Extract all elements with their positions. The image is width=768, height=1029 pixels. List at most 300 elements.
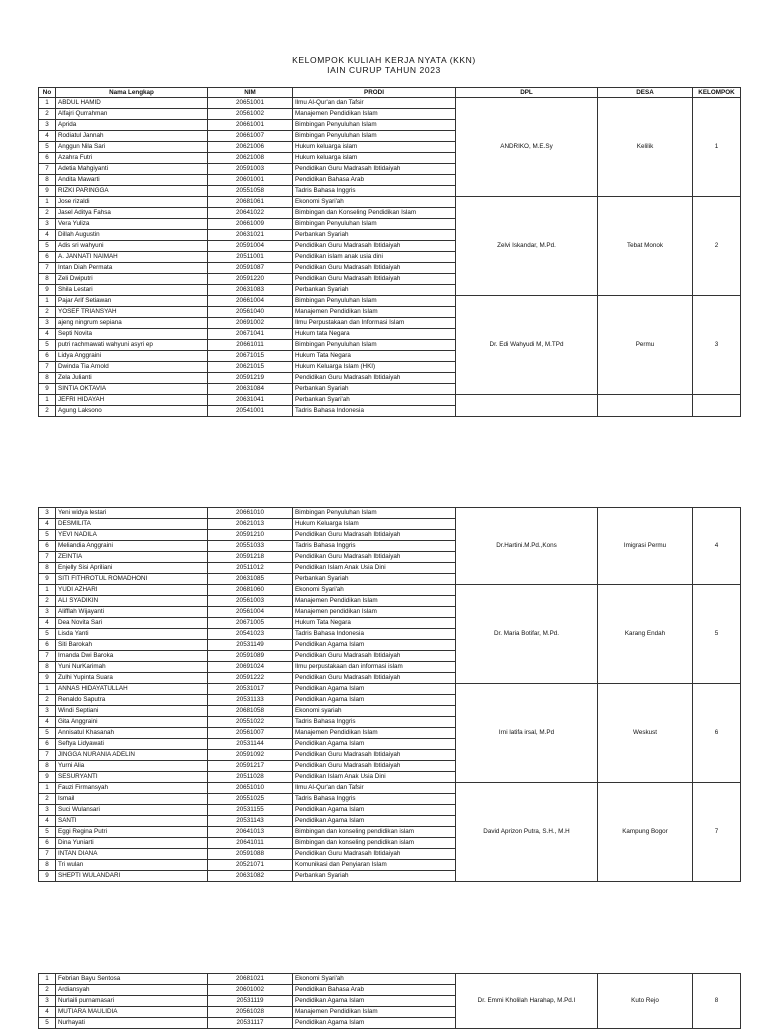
cell-no: 7 bbox=[39, 263, 56, 274]
cell-nim: 20591089 bbox=[208, 651, 293, 662]
cell-name: ALI SYADIKIN bbox=[56, 596, 208, 607]
cell-dpl: Dr. Emmi Kholilah Harahap, M.Pd.I bbox=[456, 974, 598, 1029]
cell-no: 2 bbox=[39, 596, 56, 607]
cell-no: 8 bbox=[39, 662, 56, 673]
cell-name: Lidya Anggraini bbox=[56, 351, 208, 362]
cell-prodi: Perbankan Syariah bbox=[293, 871, 456, 882]
cell-prodi: Pendidikan Guru Madrasah Ibtidaiyah bbox=[293, 164, 456, 175]
cell-no: 4 bbox=[39, 618, 56, 629]
kkn-table-page-1 bbox=[38, 87, 741, 417]
cell-nim: 20511028 bbox=[208, 772, 293, 783]
cell-name: Fauzi Firmansyah bbox=[56, 783, 208, 794]
cell-name: Zeli Dwiputri bbox=[56, 274, 208, 285]
cell-dpl: ANDRIKO, M.E.Sy bbox=[456, 98, 598, 197]
cell-name: Irnanda Dwi Baroka bbox=[56, 651, 208, 662]
cell-no: 1 bbox=[39, 98, 56, 109]
cell-nim: 20681058 bbox=[208, 706, 293, 717]
cell-name: Jasel Aditya Fahsa bbox=[56, 208, 208, 219]
cell-name: Jose rizaldi bbox=[56, 197, 208, 208]
cell-name: Azahra Futri bbox=[56, 153, 208, 164]
cell-prodi: Pendidikan Guru Madrasah Ibtidaiyah bbox=[293, 274, 456, 285]
cell-prodi: Bimbingan Penyuluhan Islam bbox=[293, 296, 456, 307]
cell-prodi: Pendidikan Agama Islam bbox=[293, 996, 456, 1007]
cell-no: 9 bbox=[39, 186, 56, 197]
cell-nim: 20691002 bbox=[208, 318, 293, 329]
cell-name: Annisatul Khasanah bbox=[56, 728, 208, 739]
cell-name: Adis sri wahyuni bbox=[56, 241, 208, 252]
cell-nim: 20591220 bbox=[208, 274, 293, 285]
cell-nim: 20561004 bbox=[208, 607, 293, 618]
header-dpl: DPL bbox=[456, 88, 598, 98]
cell-prodi: Hukum keluarga islam bbox=[293, 142, 456, 153]
cell-prodi: Tadris Bahasa Inggris bbox=[293, 541, 456, 552]
cell-nim: 20641011 bbox=[208, 838, 293, 849]
cell-name: ajeng ningrum sepiana bbox=[56, 318, 208, 329]
cell-name: Seftya Lidyawati bbox=[56, 739, 208, 750]
cell-prodi: Bimbingan dan konseling pendidikan islam bbox=[293, 838, 456, 849]
cell-no: 5 bbox=[39, 728, 56, 739]
cell-name: Shila Lestari bbox=[56, 285, 208, 296]
cell-no: 7 bbox=[39, 651, 56, 662]
cell-nim: 20591218 bbox=[208, 552, 293, 563]
cell-no: 1 bbox=[39, 296, 56, 307]
cell-prodi: Pendidikan Islam Anak Usia Dini bbox=[293, 563, 456, 574]
cell-name: DESMILITA bbox=[56, 519, 208, 530]
cell-no: 3 bbox=[39, 508, 56, 519]
table-row bbox=[39, 974, 741, 985]
cell-desa: Permu bbox=[598, 296, 693, 395]
cell-prodi: Komunikasi dan Penyiaran Islam bbox=[293, 860, 456, 871]
cell-nim: 20561040 bbox=[208, 307, 293, 318]
cell-no: 8 bbox=[39, 175, 56, 186]
cell-no: 2 bbox=[39, 695, 56, 706]
cell-prodi: Tadris Bahasa Indonesia bbox=[293, 406, 456, 417]
cell-prodi: Bimbingan dan konseling pendidikan islam bbox=[293, 827, 456, 838]
cell-no: 2 bbox=[39, 307, 56, 318]
cell-prodi: Manajemen Pendidikan Islam bbox=[293, 307, 456, 318]
cell-no: 3 bbox=[39, 219, 56, 230]
cell-prodi: Pendidikan Agama Islam bbox=[293, 684, 456, 695]
cell-nim: 20511012 bbox=[208, 563, 293, 574]
cell-name: Dwinda Tia Arnold bbox=[56, 362, 208, 373]
header-nim: NIM bbox=[208, 88, 293, 98]
cell-name: YOSEF TRIANSYAH bbox=[56, 307, 208, 318]
cell-name: Tri wulan bbox=[56, 860, 208, 871]
cell-name: Lisda Yanti bbox=[56, 629, 208, 640]
cell-prodi: Pendidikan islam anak usia dini bbox=[293, 252, 456, 263]
cell-nim: 20621006 bbox=[208, 142, 293, 153]
cell-nim: 20681021 bbox=[208, 974, 293, 985]
cell-nim: 20631083 bbox=[208, 285, 293, 296]
cell-no: 4 bbox=[39, 816, 56, 827]
cell-nim: 20621013 bbox=[208, 519, 293, 530]
cell-name: Gita Anggraini bbox=[56, 717, 208, 728]
cell-no: 9 bbox=[39, 285, 56, 296]
cell-name: Intan Diah Permata bbox=[56, 263, 208, 274]
cell-nim: 20541001 bbox=[208, 406, 293, 417]
cell-prodi: Ekonomi Syari'ah bbox=[293, 585, 456, 596]
cell-dpl: Irni latifa irsal, M.Pd bbox=[456, 684, 598, 783]
cell-name: SHEPTI WULANDARI bbox=[56, 871, 208, 882]
cell-prodi: Ekonomi Syari'ah bbox=[293, 197, 456, 208]
cell-nim: 20631084 bbox=[208, 384, 293, 395]
cell-no: 8 bbox=[39, 761, 56, 772]
cell-name: INTAN DIANA bbox=[56, 849, 208, 860]
cell-name: SESURYANTI bbox=[56, 772, 208, 783]
cell-desa: Kampung Bogor bbox=[598, 783, 693, 882]
cell-no: 5 bbox=[39, 340, 56, 351]
table-row bbox=[39, 395, 741, 406]
cell-prodi: Manajemen Pendidikan Islam bbox=[293, 596, 456, 607]
cell-prodi: Tadris Bahasa Indonesia bbox=[293, 629, 456, 640]
cell-name: SITI FITHROTUL ROMADHONI bbox=[56, 574, 208, 585]
cell-nim: 20531144 bbox=[208, 739, 293, 750]
cell-no: 5 bbox=[39, 1018, 56, 1029]
cell-nim: 20591088 bbox=[208, 849, 293, 860]
cell-prodi: Pendidikan Guru Madrasah Ibtidaiyah bbox=[293, 241, 456, 252]
cell-prodi: Perbankan Syariah bbox=[293, 285, 456, 296]
cell-prodi: Pendidikan Guru Madrasah Ibtidaiyah bbox=[293, 750, 456, 761]
cell-name: Dina Yuniarti bbox=[56, 838, 208, 849]
cell-no: 6 bbox=[39, 541, 56, 552]
cell-name: Enjelly Sisi Apriliani bbox=[56, 563, 208, 574]
cell-nim: 20561002 bbox=[208, 109, 293, 120]
cell-nim: 20591222 bbox=[208, 673, 293, 684]
cell-name: Nurhayati bbox=[56, 1018, 208, 1029]
table-row bbox=[39, 585, 741, 596]
cell-prodi: Ilmu Al-Qur'an dan Tafsir bbox=[293, 98, 456, 109]
cell-prodi: Perbankan Syariah bbox=[293, 230, 456, 241]
cell-prodi: Manajemen Pendidikan Islam bbox=[293, 1007, 456, 1018]
cell-name: Yeni widya lestari bbox=[56, 508, 208, 519]
cell-prodi: Pendidikan Agama Islam bbox=[293, 816, 456, 827]
cell-prodi: Hukum Tata Negara bbox=[293, 618, 456, 629]
cell-no: 9 bbox=[39, 673, 56, 684]
cell-prodi: Pendidikan Guru Madrasah Ibtidaiyah bbox=[293, 849, 456, 860]
cell-name: Alifflah Wijayanti bbox=[56, 607, 208, 618]
table-row bbox=[39, 296, 741, 307]
cell-no: 4 bbox=[39, 329, 56, 340]
cell-desa: Imigrasi Permu bbox=[598, 508, 693, 585]
cell-name: ZEINTIA bbox=[56, 552, 208, 563]
cell-prodi: Pendidikan Guru Madrasah Ibtidaiyah bbox=[293, 530, 456, 541]
cell-nim: 20561007 bbox=[208, 728, 293, 739]
header-no: No bbox=[39, 88, 56, 98]
cell-prodi: Bimbingan Penyuluhan Islam bbox=[293, 508, 456, 519]
cell-nim: 20531143 bbox=[208, 816, 293, 827]
cell-no: 1 bbox=[39, 783, 56, 794]
cell-nim: 20661004 bbox=[208, 296, 293, 307]
cell-kelompok: 6 bbox=[693, 684, 741, 783]
cell-name: A. JANNATI NAIMAH bbox=[56, 252, 208, 263]
cell-prodi: Manajemen Pendidikan Islam bbox=[293, 728, 456, 739]
cell-kelompok: 2 bbox=[693, 197, 741, 296]
cell-nim: 20531017 bbox=[208, 684, 293, 695]
cell-no: 7 bbox=[39, 750, 56, 761]
table-row bbox=[39, 197, 741, 208]
cell-prodi: Pendidikan Agama Islam bbox=[293, 1018, 456, 1029]
header-kelompok: KELOMPOK bbox=[693, 88, 741, 98]
cell-nim: 20601002 bbox=[208, 985, 293, 996]
cell-desa bbox=[598, 395, 693, 417]
cell-name: Meliandia Anggraini bbox=[56, 541, 208, 552]
cell-no: 4 bbox=[39, 717, 56, 728]
cell-prodi: Pendidikan Guru Madrasah Ibtidaiyah bbox=[293, 673, 456, 684]
cell-no: 5 bbox=[39, 629, 56, 640]
cell-prodi: Ilmu perpustakaan dan informasi islam bbox=[293, 662, 456, 673]
cell-no: 1 bbox=[39, 395, 56, 406]
cell-prodi: Manajemen pendidikan Islam bbox=[293, 607, 456, 618]
cell-name: RIZKI PARINGGA bbox=[56, 186, 208, 197]
cell-kelompok: 3 bbox=[693, 296, 741, 395]
table-body bbox=[39, 974, 741, 1029]
cell-nim: 20671005 bbox=[208, 618, 293, 629]
cell-name: Vera Yuliza bbox=[56, 219, 208, 230]
cell-desa: Karang Endah bbox=[598, 585, 693, 684]
cell-nim: 20671015 bbox=[208, 351, 293, 362]
cell-no: 4 bbox=[39, 230, 56, 241]
cell-nim: 20591004 bbox=[208, 241, 293, 252]
cell-name: Anggun Nila Sari bbox=[56, 142, 208, 153]
cell-name: ANNAS HIDAYATULLAH bbox=[56, 684, 208, 695]
cell-nim: 20551025 bbox=[208, 794, 293, 805]
cell-prodi: Perbankan Syari'ah bbox=[293, 395, 456, 406]
cell-prodi: Bimbingan Penyuluhan Islam bbox=[293, 120, 456, 131]
cell-prodi: Pendidikan Guru Madrasah Ibtidaiyah bbox=[293, 552, 456, 563]
cell-name: SANTI bbox=[56, 816, 208, 827]
cell-nim: 20641013 bbox=[208, 827, 293, 838]
cell-prodi: Bimbingan Penyuluhan Islam bbox=[293, 219, 456, 230]
table-body bbox=[39, 98, 741, 417]
cell-name: Rodiatul Jannah bbox=[56, 131, 208, 142]
cell-no: 9 bbox=[39, 384, 56, 395]
cell-prodi: Pendidikan Agama Islam bbox=[293, 695, 456, 706]
cell-name: Andita Mawarti bbox=[56, 175, 208, 186]
cell-nim: 20661001 bbox=[208, 120, 293, 131]
cell-nim: 20681060 bbox=[208, 585, 293, 596]
cell-no: 9 bbox=[39, 574, 56, 585]
cell-prodi: Hukum tata Negara bbox=[293, 329, 456, 340]
cell-nim: 20531149 bbox=[208, 640, 293, 651]
cell-no: 2 bbox=[39, 406, 56, 417]
cell-name: ABDUL HAMID bbox=[56, 98, 208, 109]
cell-no: 5 bbox=[39, 530, 56, 541]
cell-no: 3 bbox=[39, 706, 56, 717]
cell-kelompok: 8 bbox=[693, 974, 741, 1029]
cell-name: Suci Wulansari bbox=[56, 805, 208, 816]
cell-nim: 20531133 bbox=[208, 695, 293, 706]
cell-prodi: Pendidikan Agama Islam bbox=[293, 640, 456, 651]
cell-nim: 20591003 bbox=[208, 164, 293, 175]
cell-name: Dillah Augustin bbox=[56, 230, 208, 241]
cell-nim: 20661009 bbox=[208, 219, 293, 230]
cell-nim: 20661011 bbox=[208, 340, 293, 351]
cell-no: 7 bbox=[39, 552, 56, 563]
cell-no: 4 bbox=[39, 131, 56, 142]
cell-desa: Kelilik bbox=[598, 98, 693, 197]
cell-nim: 20511001 bbox=[208, 252, 293, 263]
cell-no: 8 bbox=[39, 373, 56, 384]
cell-name: Windi Septiani bbox=[56, 706, 208, 717]
cell-dpl: Zelvi Iskandar, M.Pd. bbox=[456, 197, 598, 296]
cell-name: Septi Novita bbox=[56, 329, 208, 340]
cell-no: 2 bbox=[39, 109, 56, 120]
document-subtitle: IAIN CURUP TAHUN 2023 bbox=[327, 65, 441, 75]
cell-name: Ismail bbox=[56, 794, 208, 805]
cell-prodi: Tadris Bahasa Inggris bbox=[293, 186, 456, 197]
cell-prodi: Pendidikan Islam Anak Usia Dini bbox=[293, 772, 456, 783]
cell-nim: 20591219 bbox=[208, 373, 293, 384]
cell-dpl: Dr. Edi Wahyudi M, M.TPd bbox=[456, 296, 598, 395]
cell-nim: 20621015 bbox=[208, 362, 293, 373]
cell-nim: 20641022 bbox=[208, 208, 293, 219]
cell-dpl: David Aprizon Putra, S.H., M.H bbox=[456, 783, 598, 882]
cell-desa: Tebat Monok bbox=[598, 197, 693, 296]
cell-no: 6 bbox=[39, 153, 56, 164]
cell-no: 4 bbox=[39, 1007, 56, 1018]
cell-no: 6 bbox=[39, 739, 56, 750]
cell-no: 7 bbox=[39, 362, 56, 373]
table-row bbox=[39, 508, 741, 519]
cell-nim: 20531155 bbox=[208, 805, 293, 816]
cell-nim: 20661010 bbox=[208, 508, 293, 519]
cell-prodi: Hukum Keluarga Islam (HKI) bbox=[293, 362, 456, 373]
cell-nim: 20561003 bbox=[208, 596, 293, 607]
cell-no: 3 bbox=[39, 120, 56, 131]
cell-prodi: Bimbingan dan Konseling Pendidikan Islam bbox=[293, 208, 456, 219]
cell-prodi: Pendidikan Guru Madrasah Ibtidaiyah bbox=[293, 373, 456, 384]
cell-name: YEVI NADILA bbox=[56, 530, 208, 541]
cell-no: 7 bbox=[39, 849, 56, 860]
cell-no: 2 bbox=[39, 985, 56, 996]
table-body bbox=[39, 508, 741, 882]
cell-kelompok: 4 bbox=[693, 508, 741, 585]
cell-nim: 20661007 bbox=[208, 131, 293, 142]
cell-prodi: Bimbingan Penyuluhan Islam bbox=[293, 131, 456, 142]
cell-name: Yurni Alia bbox=[56, 761, 208, 772]
cell-no: 7 bbox=[39, 164, 56, 175]
cell-nim: 20561028 bbox=[208, 1007, 293, 1018]
cell-nim: 20531119 bbox=[208, 996, 293, 1007]
cell-no: 1 bbox=[39, 974, 56, 985]
cell-no: 6 bbox=[39, 640, 56, 651]
cell-no: 5 bbox=[39, 142, 56, 153]
cell-nim: 20651001 bbox=[208, 98, 293, 109]
cell-name: SINTIA OKTAVIA bbox=[56, 384, 208, 395]
cell-name: Aprida bbox=[56, 120, 208, 131]
cell-nim: 20601001 bbox=[208, 175, 293, 186]
cell-name: Dea Novita Sari bbox=[56, 618, 208, 629]
cell-no: 1 bbox=[39, 197, 56, 208]
header-name: Nama Lengkap bbox=[56, 88, 208, 98]
cell-no: 1 bbox=[39, 684, 56, 695]
table-row bbox=[39, 783, 741, 794]
cell-prodi: Pendidikan Guru Madrasah Ibtidaiyah bbox=[293, 263, 456, 274]
cell-name: Adetia Mahgiyanti bbox=[56, 164, 208, 175]
cell-nim: 20531117 bbox=[208, 1018, 293, 1029]
cell-name: Febrian Bayu Sentosa bbox=[56, 974, 208, 985]
cell-name: Alfajri Qurrahman bbox=[56, 109, 208, 120]
cell-no: 3 bbox=[39, 805, 56, 816]
cell-name: Ardiansyah bbox=[56, 985, 208, 996]
cell-prodi: Ekonomi Syari'ah bbox=[293, 974, 456, 985]
cell-no: 9 bbox=[39, 772, 56, 783]
cell-prodi: Ekonomi syariah bbox=[293, 706, 456, 717]
cell-prodi: Pendidikan Guru Madrasah Ibtidaiyah bbox=[293, 761, 456, 772]
cell-name: Siti Barokah bbox=[56, 640, 208, 651]
cell-name: Nurlaili purnamasari bbox=[56, 996, 208, 1007]
cell-name: YUDI AZHARI bbox=[56, 585, 208, 596]
cell-nim: 20591092 bbox=[208, 750, 293, 761]
header-prodi: PRODI bbox=[293, 88, 456, 98]
cell-nim: 20671041 bbox=[208, 329, 293, 340]
cell-kelompok: 1 bbox=[693, 98, 741, 197]
cell-no: 3 bbox=[39, 318, 56, 329]
cell-prodi: Manajemen Pendidikan Islam bbox=[293, 109, 456, 120]
cell-no: 2 bbox=[39, 208, 56, 219]
cell-prodi: Tadris Bahasa Inggris bbox=[293, 717, 456, 728]
cell-prodi: Bimbingan Penyuluhan Islam bbox=[293, 340, 456, 351]
cell-no: 1 bbox=[39, 585, 56, 596]
cell-no: 8 bbox=[39, 563, 56, 574]
cell-prodi: Pendidikan Guru Madrasah Ibtidaiyah bbox=[293, 651, 456, 662]
cell-nim: 20551022 bbox=[208, 717, 293, 728]
cell-name: Pajar Arif Setiawan bbox=[56, 296, 208, 307]
cell-nim: 20521071 bbox=[208, 860, 293, 871]
cell-prodi: Hukum Tata Negara bbox=[293, 351, 456, 362]
cell-no: 4 bbox=[39, 519, 56, 530]
cell-kelompok bbox=[693, 395, 741, 417]
cell-no: 3 bbox=[39, 996, 56, 1007]
cell-prodi: Ilmu Al-Qur'an dan Tafsir bbox=[293, 783, 456, 794]
cell-no: 8 bbox=[39, 274, 56, 285]
cell-nim: 20631021 bbox=[208, 230, 293, 241]
cell-no: 8 bbox=[39, 860, 56, 871]
cell-nim: 20591210 bbox=[208, 530, 293, 541]
cell-no: 6 bbox=[39, 252, 56, 263]
cell-nim: 20631082 bbox=[208, 871, 293, 882]
cell-prodi: Pendidikan Agama Islam bbox=[293, 805, 456, 816]
cell-prodi: Pendidikan Bahasa Arab bbox=[293, 175, 456, 186]
cell-nim: 20591217 bbox=[208, 761, 293, 772]
cell-no: 3 bbox=[39, 607, 56, 618]
cell-name: JINGGA NURANIA ADELIN bbox=[56, 750, 208, 761]
cell-kelompok: 7 bbox=[693, 783, 741, 882]
cell-no: 6 bbox=[39, 351, 56, 362]
cell-dpl: Dr. Maria Botifar, M.Pd. bbox=[456, 585, 598, 684]
kkn-table-page-2 bbox=[38, 507, 741, 882]
cell-nim: 20551058 bbox=[208, 186, 293, 197]
cell-nim: 20551033 bbox=[208, 541, 293, 552]
cell-nim: 20541023 bbox=[208, 629, 293, 640]
kkn-table-page-3 bbox=[38, 973, 741, 1029]
cell-name: MUTIARA MAULIDIA bbox=[56, 1007, 208, 1018]
table-row bbox=[39, 684, 741, 695]
cell-name: Renaldo Saputra bbox=[56, 695, 208, 706]
cell-no: 6 bbox=[39, 838, 56, 849]
table-header-row bbox=[39, 88, 741, 98]
cell-prodi: Pendidikan Bahasa Arab bbox=[293, 985, 456, 996]
cell-name: Yuni NurKarimah bbox=[56, 662, 208, 673]
document-title: KELOMPOK KULIAH KERJA NYATA (KKN) bbox=[292, 55, 476, 65]
cell-no: 5 bbox=[39, 827, 56, 838]
cell-name: putri rachmawati wahyuni asyri ep bbox=[56, 340, 208, 351]
cell-no: 5 bbox=[39, 241, 56, 252]
cell-name: Agung Laksono bbox=[56, 406, 208, 417]
cell-no: 9 bbox=[39, 871, 56, 882]
cell-desa: Weskust bbox=[598, 684, 693, 783]
cell-prodi: Perbankan Syariah bbox=[293, 384, 456, 395]
